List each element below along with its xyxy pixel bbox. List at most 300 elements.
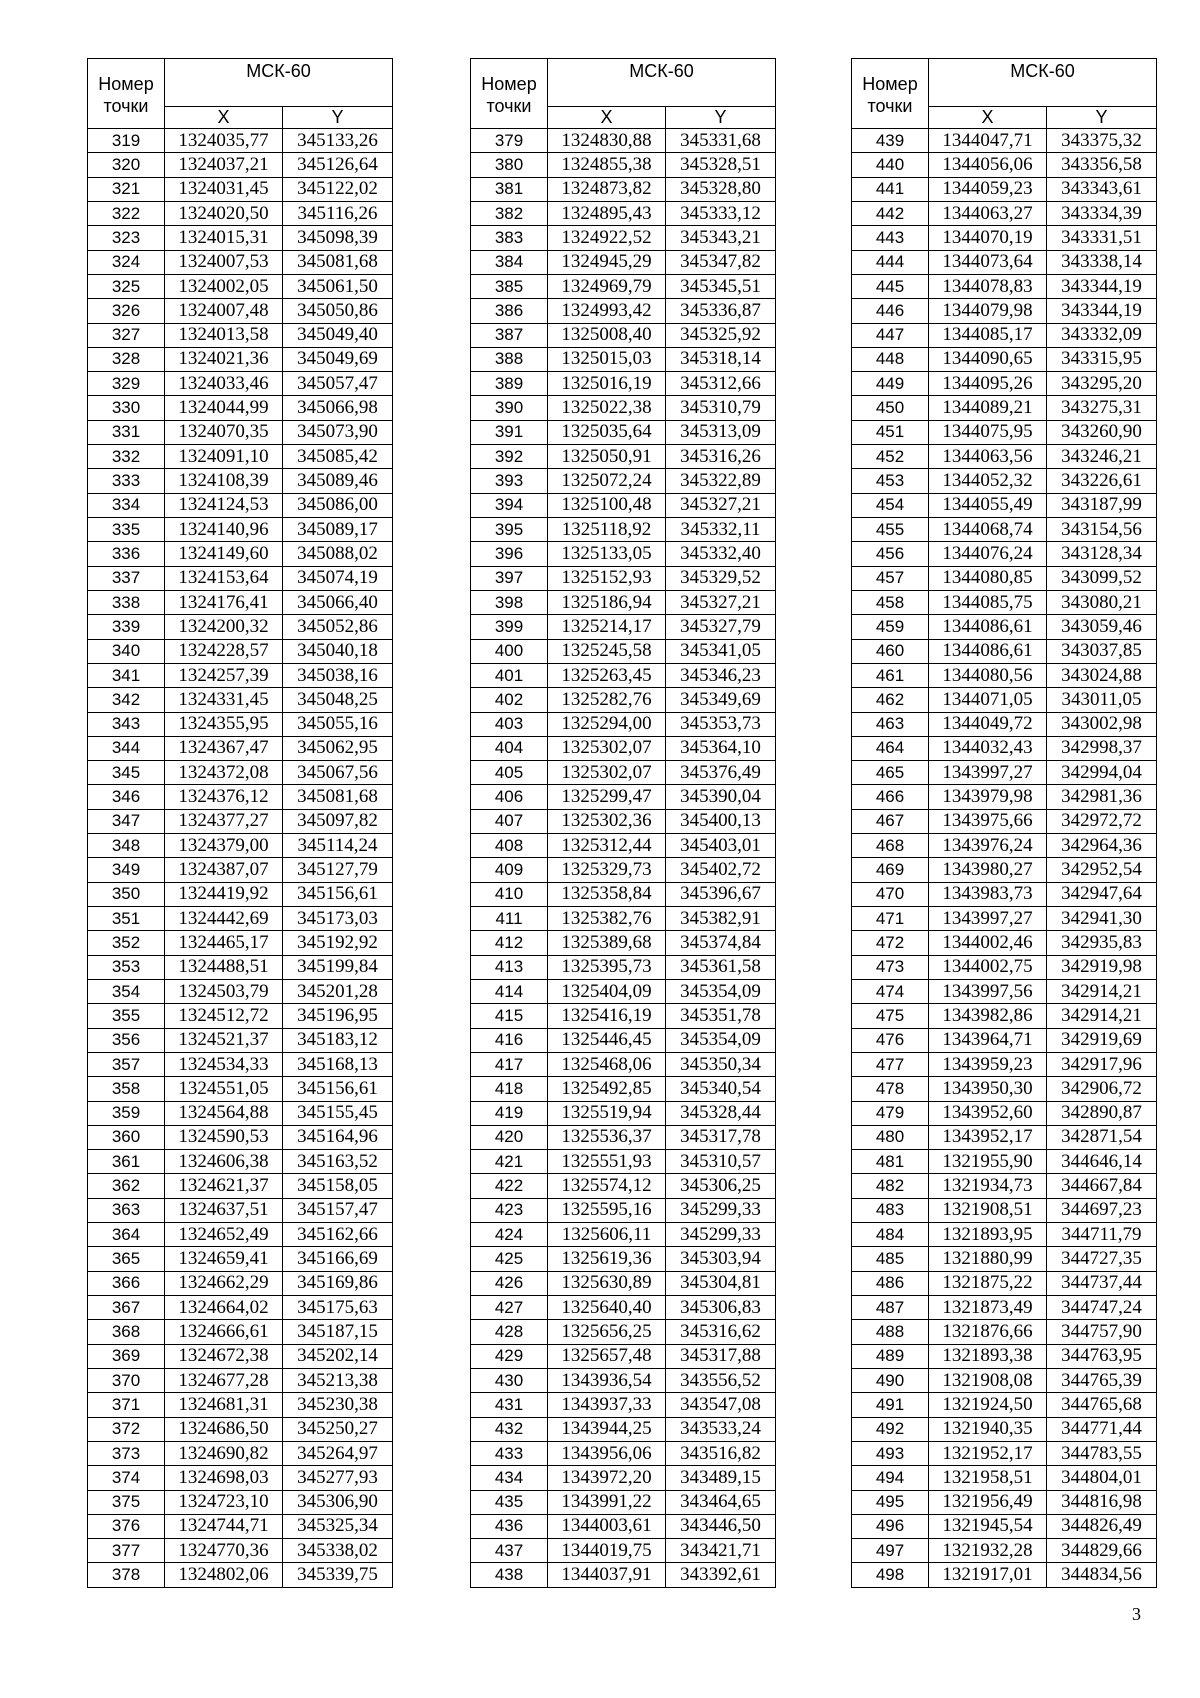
y-coordinate: 345066,40 [283, 590, 393, 614]
y-coordinate: 345169,86 [283, 1271, 393, 1295]
point-number: 458 [852, 590, 929, 614]
table-row [88, 469, 393, 493]
table-row [88, 420, 393, 444]
table-row [88, 688, 393, 712]
point-number: 462 [852, 688, 929, 712]
point-number: 321 [88, 177, 165, 201]
table-row [852, 712, 1157, 736]
y-coordinate: 343421,71 [666, 1539, 776, 1563]
x-coordinate: 1343956,06 [548, 1441, 666, 1465]
y-coordinate: 345328,51 [666, 153, 776, 177]
x-column-header: X [548, 106, 666, 128]
table-row [88, 347, 393, 371]
table-row [471, 1320, 776, 1344]
x-coordinate: 1325015,03 [548, 347, 666, 371]
point-number: 331 [88, 420, 165, 444]
x-coordinate: 1325312,44 [548, 834, 666, 858]
y-coordinate: 343002,98 [1047, 712, 1157, 736]
y-coordinate: 344804,01 [1047, 1466, 1157, 1490]
y-column-header: Y [666, 106, 776, 128]
point-number: 396 [471, 542, 548, 566]
point-number: 498 [852, 1563, 929, 1587]
y-coordinate: 345353,73 [666, 712, 776, 736]
x-coordinate: 1321940,35 [929, 1417, 1047, 1441]
x-coordinate: 1324367,47 [165, 736, 283, 760]
y-coordinate: 343187,99 [1047, 493, 1157, 517]
x-coordinate: 1321893,38 [929, 1344, 1047, 1368]
point-number: 460 [852, 639, 929, 663]
y-coordinate: 345264,97 [283, 1441, 393, 1465]
table-row [471, 1223, 776, 1247]
point-number: 426 [471, 1271, 548, 1295]
x-coordinate: 1325035,64 [548, 420, 666, 444]
y-coordinate: 345048,25 [283, 688, 393, 712]
y-coordinate: 345116,26 [283, 201, 393, 225]
point-number: 472 [852, 931, 929, 955]
point-number: 325 [88, 274, 165, 298]
table-row [852, 420, 1157, 444]
point-number: 397 [471, 566, 548, 590]
y-coordinate: 342871,54 [1047, 1125, 1157, 1149]
y-coordinate: 345306,90 [283, 1490, 393, 1514]
y-coordinate: 345073,90 [283, 420, 393, 444]
x-coordinate: 1324379,00 [165, 834, 283, 858]
x-coordinate: 1324621,37 [165, 1174, 283, 1198]
point-number: 386 [471, 299, 548, 323]
y-coordinate: 345158,05 [283, 1174, 393, 1198]
point-number: 340 [88, 639, 165, 663]
point-number: 490 [852, 1368, 929, 1392]
y-coordinate: 345067,56 [283, 761, 393, 785]
table-row [852, 445, 1157, 469]
point-number: 373 [88, 1441, 165, 1465]
x-coordinate: 1325186,94 [548, 590, 666, 614]
coordinate-system-header: МСК-60 [548, 59, 776, 107]
table-row [471, 201, 776, 225]
x-coordinate: 1324257,39 [165, 663, 283, 687]
x-coordinate: 1324015,31 [165, 226, 283, 250]
x-coordinate: 1324387,07 [165, 858, 283, 882]
table-row [852, 1441, 1157, 1465]
table-row [852, 663, 1157, 687]
x-coordinate: 1324013,58 [165, 323, 283, 347]
point-number: 470 [852, 882, 929, 906]
y-coordinate: 345040,18 [283, 639, 393, 663]
table-row [88, 201, 393, 225]
table-row [471, 1101, 776, 1125]
point-number: 393 [471, 469, 548, 493]
point-number: 434 [471, 1466, 548, 1490]
point-number: 467 [852, 809, 929, 833]
x-coordinate: 1343997,27 [929, 907, 1047, 931]
y-coordinate: 343338,14 [1047, 250, 1157, 274]
y-coordinate: 345345,51 [666, 274, 776, 298]
x-coordinate: 1324681,31 [165, 1393, 283, 1417]
x-coordinate: 1324070,35 [165, 420, 283, 444]
x-coordinate: 1324969,79 [548, 274, 666, 298]
y-coordinate: 344667,84 [1047, 1174, 1157, 1198]
table-body [852, 129, 1157, 1588]
point-number: 367 [88, 1296, 165, 1320]
point-number: 371 [88, 1393, 165, 1417]
x-coordinate: 1324044,99 [165, 396, 283, 420]
table-row [852, 518, 1157, 542]
table-row [471, 274, 776, 298]
point-number: 493 [852, 1441, 929, 1465]
table-row [88, 979, 393, 1003]
x-coordinate: 1324140,96 [165, 518, 283, 542]
x-coordinate: 1324419,92 [165, 882, 283, 906]
x-coordinate: 1324744,71 [165, 1514, 283, 1538]
x-coordinate: 1344059,23 [929, 177, 1047, 201]
point-number: 477 [852, 1052, 929, 1076]
y-coordinate: 345316,62 [666, 1320, 776, 1344]
point-number: 359 [88, 1101, 165, 1125]
x-column-header: X [165, 106, 283, 128]
x-coordinate: 1324666,61 [165, 1320, 283, 1344]
point-number: 480 [852, 1125, 929, 1149]
y-coordinate: 345133,26 [283, 129, 393, 153]
point-number: 449 [852, 372, 929, 396]
x-coordinate: 1324108,39 [165, 469, 283, 493]
y-coordinate: 345199,84 [283, 955, 393, 979]
y-coordinate: 342994,04 [1047, 761, 1157, 785]
x-coordinate: 1325245,58 [548, 639, 666, 663]
coordinate-system-header: МСК-60 [929, 59, 1157, 107]
y-coordinate: 344826,49 [1047, 1514, 1157, 1538]
table-row [88, 1247, 393, 1271]
point-number: 448 [852, 347, 929, 371]
table-row [471, 1198, 776, 1222]
table-row [852, 299, 1157, 323]
table-row [88, 518, 393, 542]
x-coordinate: 1324637,51 [165, 1198, 283, 1222]
table-row [852, 177, 1157, 201]
point-number: 431 [471, 1393, 548, 1417]
y-coordinate: 345336,87 [666, 299, 776, 323]
table-row [852, 1296, 1157, 1320]
point-number: 333 [88, 469, 165, 493]
point-number: 392 [471, 445, 548, 469]
x-coordinate: 1344079,98 [929, 299, 1047, 323]
table-row [471, 493, 776, 517]
table-body [471, 129, 776, 1588]
table-row [471, 736, 776, 760]
y-coordinate: 345343,21 [666, 226, 776, 250]
point-number: 425 [471, 1247, 548, 1271]
table-row [88, 1101, 393, 1125]
y-coordinate: 342947,64 [1047, 882, 1157, 906]
x-coordinate: 1324021,36 [165, 347, 283, 371]
table-row [88, 1466, 393, 1490]
y-coordinate: 345085,42 [283, 445, 393, 469]
x-coordinate: 1324652,49 [165, 1223, 283, 1247]
table-row [471, 1539, 776, 1563]
y-coordinate: 342964,36 [1047, 834, 1157, 858]
x-coordinate: 1343975,66 [929, 809, 1047, 833]
table-row [471, 1563, 776, 1587]
table-row [88, 542, 393, 566]
table-row [471, 882, 776, 906]
x-coordinate: 1321893,95 [929, 1223, 1047, 1247]
y-coordinate: 345349,69 [666, 688, 776, 712]
y-coordinate: 345333,12 [666, 201, 776, 225]
table-row [852, 1223, 1157, 1247]
point-number: 377 [88, 1539, 165, 1563]
y-coordinate: 345350,34 [666, 1052, 776, 1076]
point-number: 420 [471, 1125, 548, 1149]
point-number: 432 [471, 1417, 548, 1441]
point-number: 406 [471, 785, 548, 809]
x-coordinate: 1344063,27 [929, 201, 1047, 225]
x-coordinate: 1324355,95 [165, 712, 283, 736]
table-row [471, 1271, 776, 1295]
table-row [88, 1539, 393, 1563]
point-number-header: Номер точки [88, 59, 165, 129]
x-coordinate: 1324372,08 [165, 761, 283, 785]
point-number: 357 [88, 1052, 165, 1076]
table-row [852, 347, 1157, 371]
table-row [852, 931, 1157, 955]
x-coordinate: 1321952,17 [929, 1441, 1047, 1465]
y-coordinate: 345310,79 [666, 396, 776, 420]
table-row [852, 1174, 1157, 1198]
y-coordinate: 345306,83 [666, 1296, 776, 1320]
y-coordinate: 343037,85 [1047, 639, 1157, 663]
x-coordinate: 1325016,19 [548, 372, 666, 396]
x-coordinate: 1325606,11 [548, 1223, 666, 1247]
point-number: 452 [852, 445, 929, 469]
y-coordinate: 345382,91 [666, 907, 776, 931]
point-number: 456 [852, 542, 929, 566]
x-coordinate: 1321873,49 [929, 1296, 1047, 1320]
table-row [471, 1514, 776, 1538]
point-number: 429 [471, 1344, 548, 1368]
x-coordinate: 1344052,32 [929, 469, 1047, 493]
point-number: 415 [471, 1004, 548, 1028]
point-number: 320 [88, 153, 165, 177]
point-number: 326 [88, 299, 165, 323]
x-coordinate: 1343982,86 [929, 1004, 1047, 1028]
table-row [88, 1344, 393, 1368]
y-coordinate: 343392,61 [666, 1563, 776, 1587]
x-coordinate: 1324200,32 [165, 615, 283, 639]
point-number: 354 [88, 979, 165, 1003]
point-number: 407 [471, 809, 548, 833]
y-coordinate: 343556,52 [666, 1368, 776, 1392]
x-coordinate: 1325358,84 [548, 882, 666, 906]
point-number: 379 [471, 129, 548, 153]
x-coordinate: 1324686,50 [165, 1417, 283, 1441]
point-number: 475 [852, 1004, 929, 1028]
y-coordinate: 343446,50 [666, 1514, 776, 1538]
y-coordinate: 345332,11 [666, 518, 776, 542]
x-coordinate: 1325640,40 [548, 1296, 666, 1320]
table-row [88, 1077, 393, 1101]
point-number: 388 [471, 347, 548, 371]
y-coordinate: 345354,09 [666, 1028, 776, 1052]
y-coordinate: 345250,27 [283, 1417, 393, 1441]
table-row [471, 979, 776, 1003]
y-coordinate: 343332,09 [1047, 323, 1157, 347]
y-coordinate: 345050,86 [283, 299, 393, 323]
y-coordinate: 345361,58 [666, 955, 776, 979]
point-number: 353 [88, 955, 165, 979]
point-number: 395 [471, 518, 548, 542]
point-number-header: Номер точки [471, 59, 548, 129]
x-coordinate: 1344086,61 [929, 639, 1047, 663]
x-coordinate: 1324551,05 [165, 1077, 283, 1101]
point-number: 488 [852, 1320, 929, 1344]
point-number: 479 [852, 1101, 929, 1125]
y-coordinate: 345196,95 [283, 1004, 393, 1028]
table-row [88, 1223, 393, 1247]
table-row [88, 955, 393, 979]
x-coordinate: 1344086,61 [929, 615, 1047, 639]
table-row [852, 1101, 1157, 1125]
y-coordinate: 345062,95 [283, 736, 393, 760]
point-number: 476 [852, 1028, 929, 1052]
table-row [88, 372, 393, 396]
x-coordinate: 1324465,17 [165, 931, 283, 955]
table-row [471, 566, 776, 590]
table-row [852, 1490, 1157, 1514]
table-row [88, 250, 393, 274]
table-row [471, 1028, 776, 1052]
table-row [88, 663, 393, 687]
y-coordinate: 345097,82 [283, 809, 393, 833]
y-coordinate: 343059,46 [1047, 615, 1157, 639]
y-coordinate: 345213,38 [283, 1368, 393, 1392]
x-coordinate: 1344078,83 [929, 274, 1047, 298]
point-number: 485 [852, 1247, 929, 1271]
x-coordinate: 1343952,17 [929, 1125, 1047, 1149]
x-coordinate: 1324033,46 [165, 372, 283, 396]
table-row [471, 1004, 776, 1028]
point-number: 474 [852, 979, 929, 1003]
y-coordinate: 345325,34 [283, 1514, 393, 1538]
table-row [852, 858, 1157, 882]
x-coordinate: 1321875,22 [929, 1271, 1047, 1295]
point-number: 360 [88, 1125, 165, 1149]
y-coordinate: 343547,08 [666, 1393, 776, 1417]
x-coordinate: 1324176,41 [165, 590, 283, 614]
x-coordinate: 1325630,89 [548, 1271, 666, 1295]
x-coordinate: 1321956,49 [929, 1490, 1047, 1514]
y-coordinate: 344816,98 [1047, 1490, 1157, 1514]
x-coordinate: 1324945,29 [548, 250, 666, 274]
x-coordinate: 1344080,56 [929, 663, 1047, 687]
y-coordinate: 342941,30 [1047, 907, 1157, 931]
x-coordinate: 1344071,05 [929, 688, 1047, 712]
x-coordinate: 1321932,28 [929, 1539, 1047, 1563]
table-row [471, 809, 776, 833]
y-coordinate: 344697,23 [1047, 1198, 1157, 1222]
y-coordinate: 345338,02 [283, 1539, 393, 1563]
y-coordinate: 343154,56 [1047, 518, 1157, 542]
y-coordinate: 345400,13 [666, 809, 776, 833]
x-coordinate: 1321876,66 [929, 1320, 1047, 1344]
point-number: 417 [471, 1052, 548, 1076]
y-coordinate: 342981,36 [1047, 785, 1157, 809]
table-row [471, 1174, 776, 1198]
table-row [471, 153, 776, 177]
table-row [471, 663, 776, 687]
x-coordinate: 1325263,45 [548, 663, 666, 687]
y-coordinate: 343343,61 [1047, 177, 1157, 201]
table-row [88, 129, 393, 153]
table-row [88, 1174, 393, 1198]
point-number: 350 [88, 882, 165, 906]
y-coordinate: 343275,31 [1047, 396, 1157, 420]
y-coordinate: 343464,65 [666, 1490, 776, 1514]
y-coordinate: 344737,44 [1047, 1271, 1157, 1295]
x-coordinate: 1343959,23 [929, 1052, 1047, 1076]
table-row [88, 590, 393, 614]
y-coordinate: 345126,64 [283, 153, 393, 177]
x-coordinate: 1325446,45 [548, 1028, 666, 1052]
point-number: 408 [471, 834, 548, 858]
point-number: 404 [471, 736, 548, 760]
y-coordinate: 345163,52 [283, 1150, 393, 1174]
y-coordinate: 344763,95 [1047, 1344, 1157, 1368]
y-coordinate: 345230,38 [283, 1393, 393, 1417]
y-coordinate: 345156,61 [283, 1077, 393, 1101]
point-number: 375 [88, 1490, 165, 1514]
x-coordinate: 1343983,73 [929, 882, 1047, 906]
x-coordinate: 1325574,12 [548, 1174, 666, 1198]
y-coordinate: 342917,96 [1047, 1052, 1157, 1076]
point-number: 369 [88, 1344, 165, 1368]
y-coordinate: 345157,47 [283, 1198, 393, 1222]
point-number: 492 [852, 1417, 929, 1441]
point-number: 343 [88, 712, 165, 736]
point-number: 471 [852, 907, 929, 931]
page-number: 3 [1132, 1604, 1141, 1624]
x-coordinate: 1324606,38 [165, 1150, 283, 1174]
point-number: 324 [88, 250, 165, 274]
x-column-header: X [929, 106, 1047, 128]
x-coordinate: 1344002,46 [929, 931, 1047, 955]
y-coordinate: 345351,78 [666, 1004, 776, 1028]
table-row [852, 639, 1157, 663]
x-coordinate: 1324993,42 [548, 299, 666, 323]
point-number: 435 [471, 1490, 548, 1514]
point-number: 372 [88, 1417, 165, 1441]
x-coordinate: 1324377,27 [165, 809, 283, 833]
point-number: 394 [471, 493, 548, 517]
point-number-header: Номер точки [852, 59, 929, 129]
table-row [852, 469, 1157, 493]
x-coordinate: 1324895,43 [548, 201, 666, 225]
y-coordinate: 344747,24 [1047, 1296, 1157, 1320]
y-coordinate: 345049,40 [283, 323, 393, 347]
table-row [471, 396, 776, 420]
point-number: 399 [471, 615, 548, 639]
table-row [471, 712, 776, 736]
table-row [471, 1052, 776, 1076]
point-number: 453 [852, 469, 929, 493]
point-number: 365 [88, 1247, 165, 1271]
table-row [852, 1393, 1157, 1417]
point-number: 380 [471, 153, 548, 177]
point-number: 344 [88, 736, 165, 760]
table-row [88, 177, 393, 201]
y-coordinate: 345098,39 [283, 226, 393, 250]
point-number: 398 [471, 590, 548, 614]
point-number: 445 [852, 274, 929, 298]
point-number: 383 [471, 226, 548, 250]
